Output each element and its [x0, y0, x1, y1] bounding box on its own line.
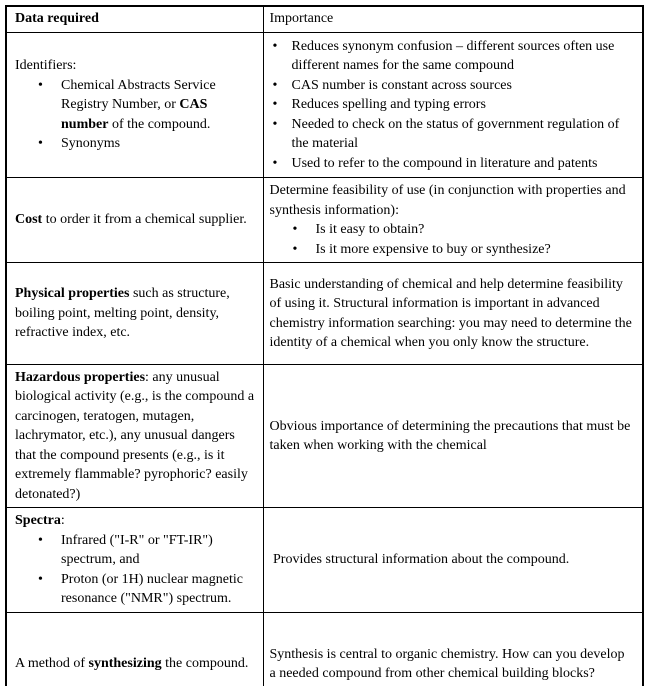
synthesis-importance-text: Synthesis is central to organic chemistry. How can you develop a needed compound from other chemical building blocks?	[269, 646, 625, 681]
list-item: • CAS number is constant across sources	[270, 76, 635, 96]
list-item: • Needed to check on the status of government regulation of the material	[270, 115, 635, 154]
physical-importance-text: Basic understanding of chemical and help determine feasibility of using it. Structural information is important in advanced chemistry information searching: you may need to determine the identity of a chemical when you only know the structure.	[269, 276, 632, 350]
cell-synthesis-data	[6, 613, 263, 686]
list-item: • Reduces spelling and typing errors	[270, 95, 635, 115]
cost-text-rest: to order it from a chemical supplier.	[42, 212, 247, 228]
hazardous-text-rest: : any unusual biological activity (e.g., is the compound a carcinogen, teratogen, mutagen, lachrymator, etc.), any unusual dangers that the compound presents (e.g., is it extremely flammable? pyrophoric? easily detonated?)	[15, 369, 255, 502]
cell-spectra-data	[6, 508, 263, 613]
list-item	[15, 76, 257, 135]
header-data-required	[6, 6, 263, 33]
bullet-text: of the compound.	[108, 116, 211, 132]
list-item: • Is it more expensive to buy or synthesize?	[270, 240, 635, 260]
list-item: • Reduces synonym confusion – different sources often use different names for the same compound	[270, 37, 635, 76]
list-item: • Synonyms	[15, 134, 257, 154]
table-header-row	[6, 6, 643, 33]
cell-identifiers-importance	[263, 33, 643, 178]
table-row-spectra	[6, 508, 643, 613]
synthesis-text-pre: A method of	[15, 656, 89, 672]
list-item: • Proton (or 1H) nuclear magnetic resonance ("NMR") spectrum.	[15, 570, 257, 609]
cell-physical-data	[6, 263, 263, 365]
bullet-text-bold: CAS number	[61, 97, 208, 132]
cost-importance-intro: Determine feasibility of use (in conjunction with properties and synthesis information):	[269, 183, 626, 218]
header-importance	[263, 6, 643, 33]
list-item: • Is it easy to obtain?	[270, 220, 635, 240]
spectra-intro-bold: Spectra	[15, 513, 61, 529]
physical-text-rest: such as structure, boiling point, melting point, density, refractive index, etc.	[15, 286, 230, 341]
cell-spectra-importance	[263, 508, 643, 613]
table-row-identifiers	[6, 33, 643, 178]
table-row-cost	[6, 178, 643, 263]
identifiers-importance-bullet-list	[270, 37, 635, 174]
identifiers-bullet-list	[15, 76, 257, 154]
cell-hazardous-importance	[263, 365, 643, 508]
header-data-required-label: Data required	[15, 11, 99, 27]
cost-importance-bullet-list	[270, 220, 635, 259]
hazardous-text	[15, 368, 257, 505]
hazardous-importance-text: Obvious importance of determining the precautions that must be taken when working with the chemical	[269, 418, 631, 453]
cell-physical-importance	[263, 263, 643, 365]
cell-cost-data	[6, 178, 263, 263]
physical-text-bold: Physical properties	[15, 286, 130, 302]
physical-text	[15, 284, 257, 343]
identifiers-intro: Identifiers:	[15, 58, 77, 74]
table-row-physical-properties	[6, 263, 643, 365]
cell-cost-importance	[263, 178, 643, 263]
header-importance-label: Importance	[269, 11, 334, 27]
synthesis-text-bold: synthesizing	[88, 656, 162, 672]
spectra-intro-rest: :	[60, 513, 65, 529]
synthesis-text	[15, 654, 257, 674]
cell-hazardous-data	[6, 365, 263, 508]
cell-synthesis-importance	[263, 613, 643, 686]
hazardous-text-bold: Hazardous properties	[15, 369, 146, 385]
cost-text	[15, 210, 257, 230]
table-row-hazardous-properties	[6, 365, 643, 508]
data-required-importance-table	[5, 5, 644, 686]
spectra-intro	[15, 511, 257, 531]
synthesis-text-rest: the compound.	[161, 656, 249, 672]
cost-text-bold: Cost	[15, 212, 43, 228]
spectra-importance-text: Provides structural information about the compound.	[269, 552, 570, 568]
spectra-bullet-list	[15, 531, 257, 609]
list-item: • Infrared ("I-R" or "FT-IR") spectrum, and	[15, 531, 257, 570]
list-item: • Used to refer to the compound in literature and patents	[270, 154, 635, 174]
table-row-synthesis	[6, 613, 643, 686]
cell-identifiers-data	[6, 33, 263, 178]
bullet-text: Chemical Abstracts Service Registry Number, or	[61, 77, 216, 113]
